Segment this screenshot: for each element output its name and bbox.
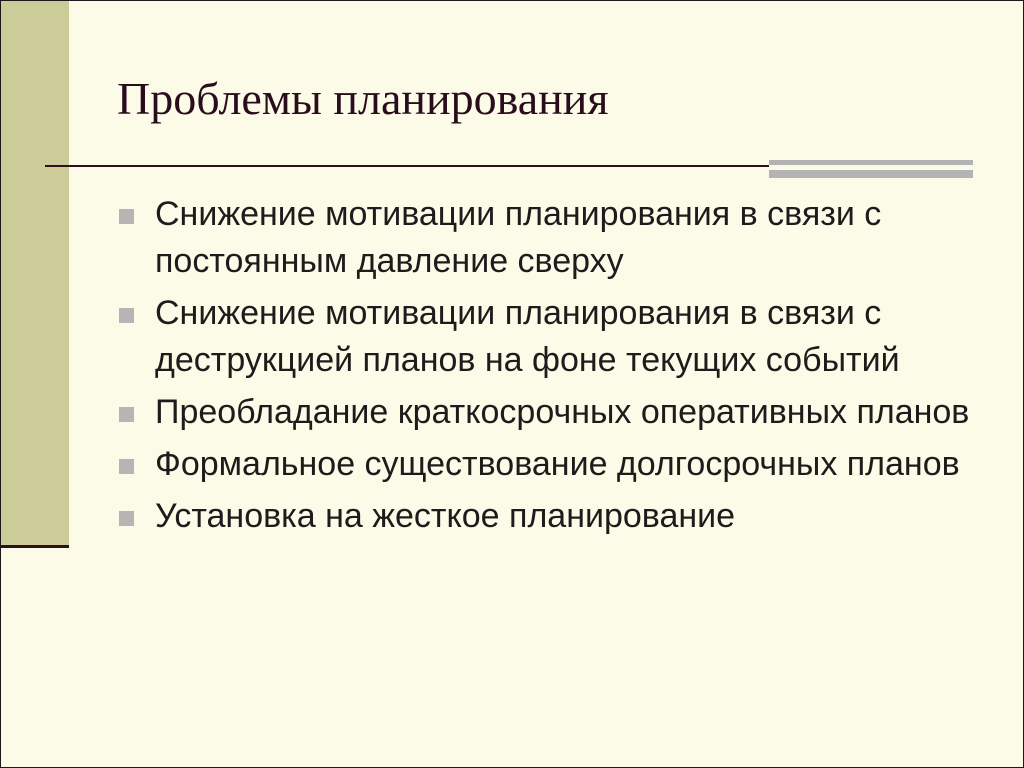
bullet-item <box>117 441 997 488</box>
bullet-text: Преобладание краткосрочных оперативных планов <box>155 393 970 431</box>
accent-bar-bottom <box>769 170 973 178</box>
bullet-item <box>117 389 997 436</box>
square-bullet-icon <box>119 511 134 526</box>
bullet-text: Снижение мотивации планирования в связи с деструкцией планов на фоне текущих событий <box>155 294 900 379</box>
bullet-item <box>117 290 997 384</box>
bullet-text: Установка на жесткое планирование <box>155 497 736 535</box>
bullet-item <box>117 191 997 285</box>
square-bullet-icon <box>119 308 134 323</box>
bullet-list <box>117 191 997 545</box>
bullet-text: Формальное существование долгосрочных планов <box>155 445 960 483</box>
bullet-text: Снижение мотивации планирования в связи с постоянным давление сверху <box>155 195 882 280</box>
square-bullet-icon <box>119 209 134 224</box>
title-divider <box>45 165 769 167</box>
left-bar-divider <box>1 545 69 548</box>
square-bullet-icon <box>119 459 134 474</box>
bullet-item <box>117 493 997 540</box>
slide-title: Проблемы планирования <box>117 73 609 124</box>
accent-bar-top <box>769 160 973 165</box>
square-bullet-icon <box>119 407 134 422</box>
left-decorative-bar <box>1 1 69 547</box>
